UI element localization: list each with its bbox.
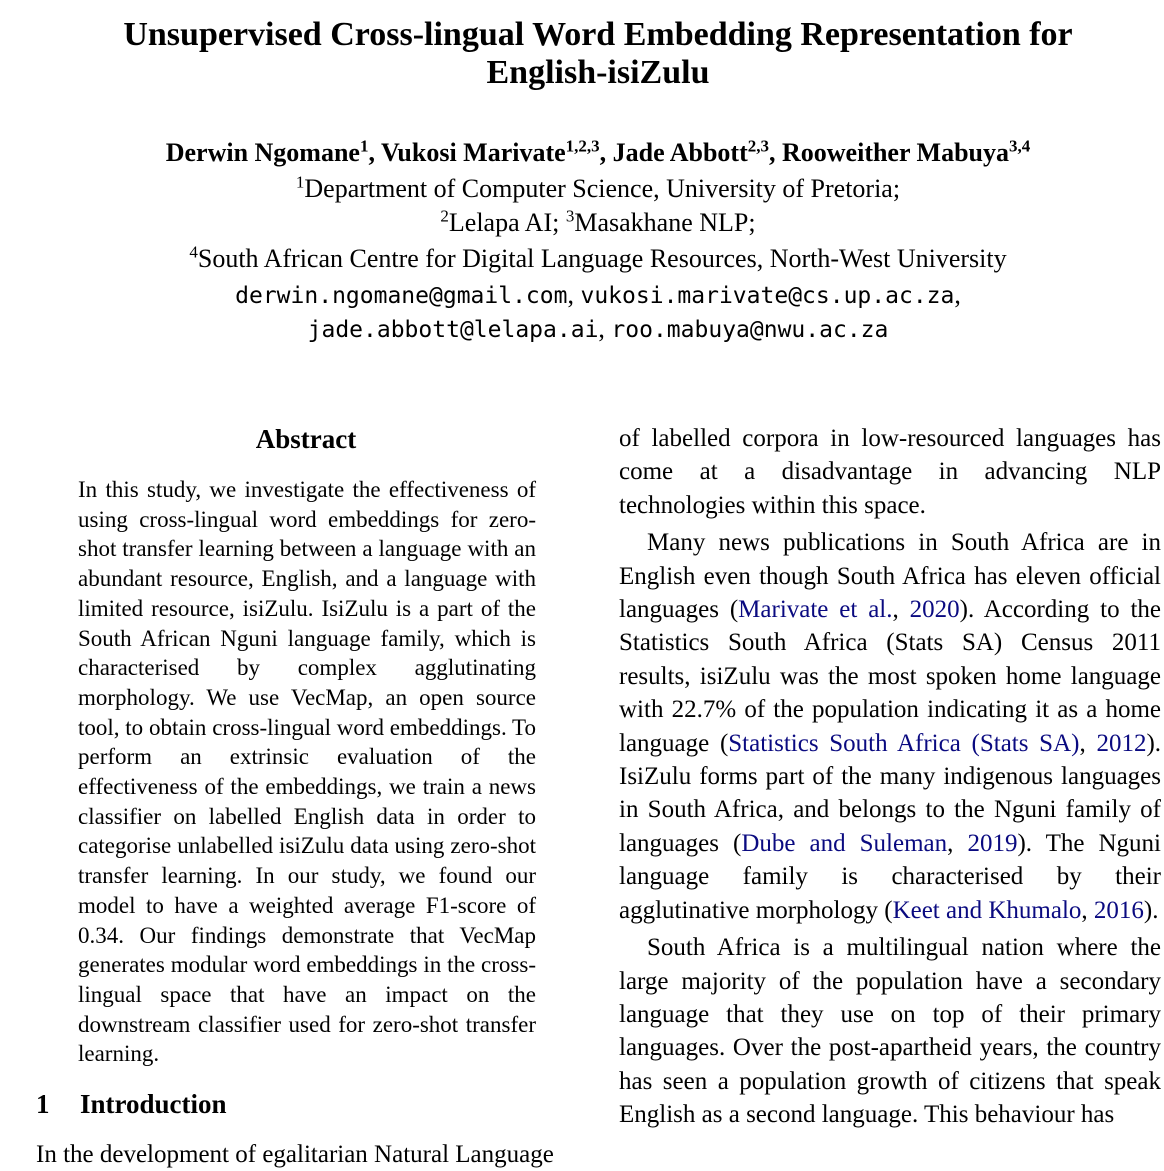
- text-run: ,: [1081, 896, 1094, 924]
- author-separator: ,: [769, 138, 782, 167]
- author-affiliation-marker: 2,3: [747, 136, 769, 156]
- section-number: 1: [36, 1089, 50, 1119]
- section-heading-introduction: [36, 1087, 227, 1121]
- right-column-text: [619, 422, 1161, 1136]
- text-run: ). IsiZulu forms part of the many indigenous languages in South Africa, and belongs to the Nguni family of languages (: [619, 729, 1162, 857]
- email-separator: ,: [598, 314, 612, 343]
- text-run: ). According to the Statistics South Africa (Stats SA) Census 2011 results, isiZulu was the most spoken home language with 22.7% of the population indicating it as a home language (: [619, 596, 1162, 757]
- citation-link[interactable]: Keet and Khumalo: [892, 896, 1082, 924]
- author-name: Jade Abbott: [612, 138, 748, 167]
- citation-link[interactable]: 2019: [967, 829, 1018, 857]
- author-separator: ,: [368, 138, 382, 167]
- author-name: Rooweither Mabuya: [782, 138, 1010, 167]
- affiliation-marker: 4: [189, 242, 198, 262]
- text-run: ,: [1079, 729, 1097, 757]
- author-separator: ,: [599, 138, 613, 167]
- affiliation-text: Lelapa AI;: [448, 208, 566, 237]
- abstract-heading: Abstract: [255, 424, 357, 454]
- citation-link[interactable]: Statistics South Africa (Stats SA): [728, 729, 1080, 757]
- author-email[interactable]: vukosi.marivate@cs.up.ac.za: [580, 283, 955, 309]
- author-affiliation-marker: 1,2,3: [565, 136, 600, 156]
- affiliation-marker: 1: [295, 172, 305, 192]
- text-run: ,: [947, 829, 968, 857]
- author-list: [40, 136, 1156, 170]
- abstract-body: In this study, we investigate the effectiveness of using cross-lingual word embeddings for zero-shot transfer learning between a language with an abundant resource, English, and a language with limited resource, isiZulu. IsiZulu is a part of the South African Nguni language family, which is characterised by complex agglutinating morphology. We use VecMap, an open source tool, to obtain cross-lingual word embeddings. To perform an extrinsic evaluation of the effectiveness of the embeddings, we train a news classifier on labelled English data in order to categorise unlabelled isiZulu data using zero-shot transfer learning. In our study, we found our model to have a weighted average F1-score of 0.34. Our findings demonstrate that VecMap generates modular word embeddings in the cross-lingual space that have an impact on the downstream classifier used for zero-shot transfer learning.: [78, 477, 536, 1067]
- citation-link[interactable]: Marivate et al.: [738, 596, 893, 624]
- affiliation-text: Department of Computer Science, University of Pretoria;: [304, 174, 901, 203]
- affiliation-text: South African Centre for Digital Language Resources, North-West University: [197, 244, 1007, 273]
- affiliation-line-3: [40, 242, 1156, 276]
- affiliation-marker: 3: [565, 206, 575, 226]
- text-run: ).: [1143, 896, 1159, 924]
- author-name: Vukosi Marivate: [381, 138, 566, 167]
- affiliation-marker: 2: [440, 206, 449, 226]
- email-line-1: [40, 278, 1156, 313]
- text-run: ,: [892, 596, 910, 624]
- author-email[interactable]: derwin.ngomane@gmail.com: [235, 283, 568, 309]
- affiliation-line-2: [40, 206, 1156, 240]
- author-affiliation-marker: 3,4: [1009, 136, 1031, 156]
- paper-title-line-1: Unsupervised Cross-lingual Word Embedding Representation for: [123, 16, 1073, 53]
- citation-link[interactable]: 2020: [909, 596, 960, 624]
- paragraph: of labelled corpora in low-resourced languages has come at a disadvantage in advancing NLP technologies within this space.: [619, 425, 1161, 519]
- affiliation-text: Masakhane NLP;: [574, 208, 756, 237]
- author-email[interactable]: jade.abbott@lelapa.ai: [307, 317, 599, 343]
- paper-title-line-2: English-isiZulu: [486, 54, 710, 91]
- author-name: Derwin Ngomane: [165, 138, 360, 167]
- paragraph: [619, 526, 1161, 927]
- section-title: Introduction: [80, 1089, 227, 1119]
- introduction-first-line: In the development of egalitarian Natural Language: [36, 1141, 554, 1168]
- text-run: ). The Nguni language family is characterised by their agglutinative morphology (: [619, 829, 1162, 924]
- email-separator: ,: [567, 280, 581, 309]
- citation-link[interactable]: Dube and Suleman: [741, 829, 948, 857]
- text-run: Many news publications in South Africa are in English even though South Africa has eleven official languages (: [619, 529, 1161, 624]
- paper-title: [40, 16, 1156, 92]
- citation-link[interactable]: 2012: [1096, 729, 1147, 757]
- author-affiliation-marker: 1: [359, 136, 369, 156]
- email-separator: ,: [954, 280, 961, 309]
- affiliation-line-1: [40, 172, 1156, 206]
- citation-link[interactable]: 2016: [1093, 896, 1144, 924]
- paragraph: South Africa is a multilingual nation where the large majority of the population have a secondary language that they use on top of their primary languages. Over the post-apartheid years, the country has seen a population growth of citizens that speak English as a second language. This behaviour has: [619, 934, 1161, 1129]
- email-line-2: [40, 312, 1156, 347]
- author-email[interactable]: roo.mabuya@nwu.ac.za: [611, 317, 889, 343]
